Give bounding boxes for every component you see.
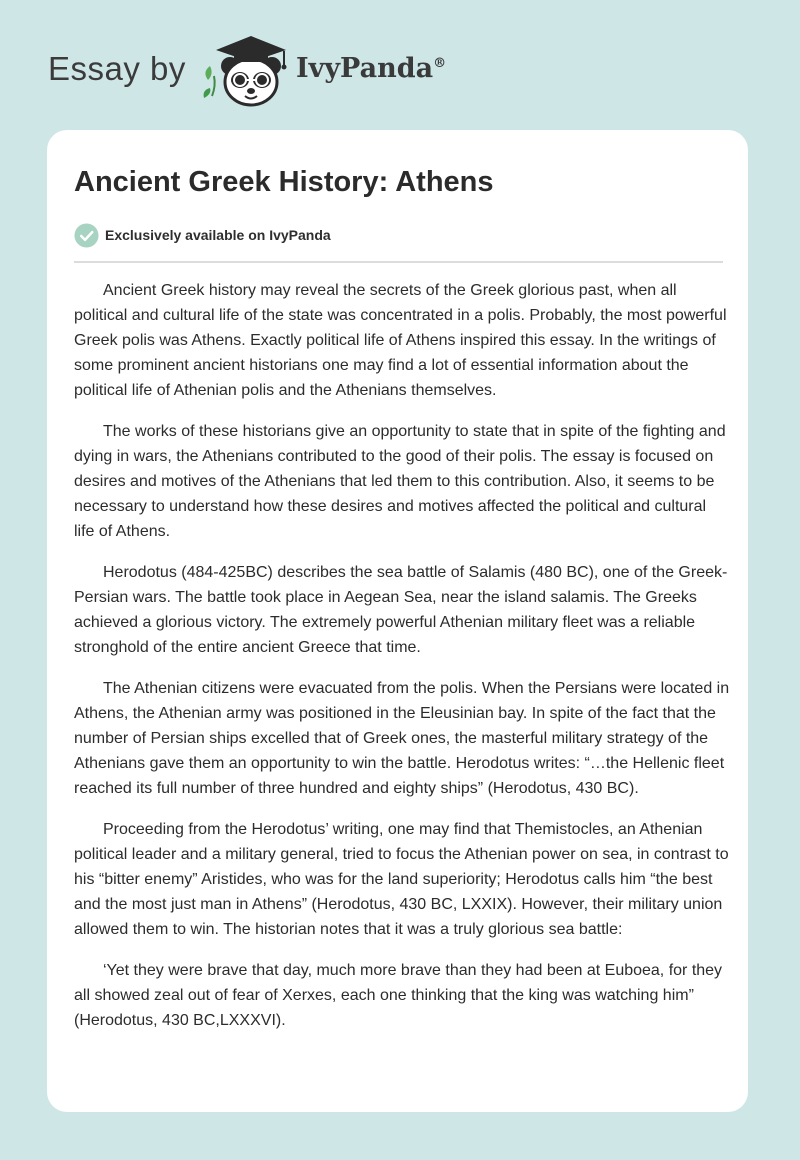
paragraph: The Athenian citizens were evacuated from the polis. When the Persians were located in Athens, the Athenian army was positioned in the Eleusinian bay. In spite of the fact that the number of Persian ships excelled that of Greek ones, the masterful military strategy of the Athenians gave them an opportunity to win the battle. Herodotus writes: “…the Hellenic fleet reached its full number of three hundred and eighty ships” (Herodotus, 430 BC). [74, 680, 730, 797]
paragraph: Herodotus (484-425BC) describes the sea battle of Salamis (480 BC), one of the Greek-Persian wars. The battle took place in Aegean Sea, near the island salamis. The Greeks achieved a glorious victory. The extremely powerful Athenian military fleet was a reliable stronghold of the entire ancient Greece that time. [74, 564, 728, 656]
exclusive-badge [74, 222, 331, 248]
paragraph: Ancient Greek history may reveal the secrets of the Greek glorious past, when all political and cultural life of the state was concentrated in a polis. Probably, the most powerful Greek polis was Athens. Exactly political life of Athens inspired this essay. In the writings of some prominent ancient historians one may find a lot of essential information about the political life of Athenian polis and the Athenians themselves. [74, 282, 727, 399]
title-divider [74, 261, 723, 263]
exclusive-badge-text: Exclusively available on IvyPanda [105, 227, 331, 243]
paragraph: The works of these historians give an opportunity to state that in spite of the fighting and dying in wars, the Athenians contributed to the good of their polis. The essay is focused on desires and motives of the Athenians that led them to this contribution. Also, it seems to be necessary to understand how these desires and motives affected the political and cultural life of Athens. [74, 423, 726, 540]
paragraph: Proceeding from the Herodotus’ writing, one may find that Themistocles, an Athenian political leader and a military general, tried to focus the Athenian power on sea, in contrast to his “bitter enemy” Aristides, who was for the land superiority; Herodotus calls him “the best and the most just man in Athens” (Herodotus, 430 BC, LXXIX). However, their military union allowed them to win. The historian notes that it was a truly glorious sea battle: [74, 821, 729, 938]
check-circle-icon [74, 223, 99, 248]
registered-mark: ® [433, 56, 447, 71]
page-title: Ancient Greek History: Athens [74, 166, 494, 198]
essay-by-label: Essay by [48, 50, 186, 87]
quote-paragraph: ‘Yet they were brave that day, much more brave than they had been at Euboea, for they all showed zeal out of fear of Xerxes, each one thinking that the king was watching him” (Herodotus, 430 BC,LXXXVI). [74, 962, 723, 1029]
panda-logo-icon[interactable] [200, 30, 300, 110]
site-header [48, 30, 508, 110]
essay-card [47, 130, 748, 1112]
essay-body [74, 278, 730, 1049]
brand-name[interactable]: IvyPanda® [296, 53, 447, 84]
